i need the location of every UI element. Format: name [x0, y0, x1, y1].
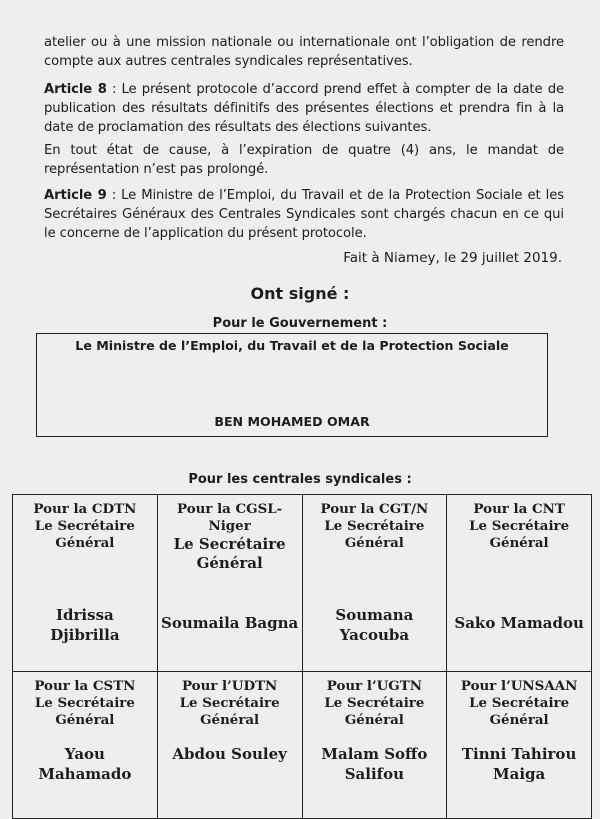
union-role-line1: Le Secrétaire	[469, 518, 570, 534]
government-signature-box	[36, 333, 548, 437]
signatory-name	[158, 613, 302, 633]
place-date-line: Fait à Niamey, le 29 juillet 2019.	[343, 250, 562, 266]
union-role-line1: Le Secrétaire	[179, 695, 280, 711]
union-name: Pour l’UGTN	[326, 678, 422, 694]
article-8-label: Article 8	[44, 82, 107, 97]
paragraph-expiration-text: En tout état de cause, à l’expiration de quatre (4) ans, le mandat de représentation n’est pas prolongé.	[44, 143, 564, 177]
signatory-line1: Malam Soffo	[321, 745, 428, 763]
union-cell-cgsl-niger	[157, 495, 302, 672]
union-role-line2: Général	[489, 712, 549, 728]
union-name: Pour l’UDTN	[181, 678, 278, 694]
signatory-line1: Abdou Souley	[172, 745, 287, 763]
table-row	[13, 495, 592, 672]
unions-heading: Pour les centrales syndicales :	[188, 472, 412, 487]
signatory-name	[158, 744, 302, 764]
union-role-line1: Le Secrétaire	[34, 695, 135, 711]
union-cell-unsaan	[447, 672, 592, 819]
signatory-line2: Djibrilla	[50, 626, 120, 644]
unions-signature-table	[12, 494, 592, 819]
union-cell-udtn	[157, 672, 302, 819]
signatures-heading: Ont signé :	[250, 284, 350, 303]
signatory-name	[13, 605, 157, 645]
signatory-line2: Salifou	[344, 765, 405, 783]
union-cell-cnt	[447, 495, 592, 672]
union-name: Pour l’UNSAAN	[460, 678, 578, 694]
union-name: Pour la CDTN	[33, 501, 137, 517]
signatory-name	[303, 605, 447, 645]
union-cell-cdtn	[13, 495, 158, 672]
union-name: Pour la CGSL-Niger	[176, 501, 283, 534]
union-role-line1: Le Secrétaire	[324, 518, 425, 534]
signatory-name	[447, 744, 591, 784]
signatory-line1: Tinni Tahirou	[461, 745, 577, 763]
signatory-name	[303, 744, 447, 784]
paragraph-article-9	[44, 186, 564, 243]
paragraph-article-8	[44, 80, 564, 137]
union-role-line1: Le Secrétaire	[34, 518, 135, 534]
signatory-line1: Soumaila Bagna	[161, 614, 299, 632]
article-9-text: : Le Ministre de l’Emploi, du Travail et de la Protection Sociale et les Secrétaires Généraux des Centrales Syndicales sont chargés chacun en ce qui le concerne de l’application du présent protocole.	[44, 188, 564, 241]
union-role-line2: Général	[489, 535, 549, 551]
paragraph-intro	[44, 33, 564, 71]
union-role-line2: Général	[55, 535, 115, 551]
paragraph-intro-text: atelier ou à une mission nationale ou internationale ont l’obligation de rendre compte aux autres centrales syndicales représentatives.	[44, 35, 564, 69]
union-role-line1: Le Secrétaire	[469, 695, 570, 711]
signatory-line1: Yaou	[64, 745, 105, 763]
signatory-line1: Idrissa	[56, 606, 114, 624]
union-cell-cstn	[13, 672, 158, 819]
union-role-line2: Général	[344, 535, 404, 551]
union-role-line1: Le Secrétaire	[324, 695, 425, 711]
signatory-line2: Maiga	[493, 765, 546, 783]
signatory-line2: Mahamado	[38, 765, 132, 783]
signatory-line1: Sako Mamadou	[454, 614, 584, 632]
signatory-name	[13, 744, 157, 784]
government-heading: Pour le Gouvernement :	[212, 316, 388, 331]
union-role-line2: Général	[55, 712, 115, 728]
union-cell-ugtn	[302, 672, 447, 819]
union-role-line2: Général	[344, 712, 404, 728]
article-8-text: : Le présent protocole d’accord prend effet à compter de la date de publication des résultats définitifs des présentes élections et prendra fin à la date de proclamation des résultats des élections suivantes.	[44, 82, 564, 135]
union-role-line2: Général	[200, 712, 260, 728]
table-row	[13, 672, 592, 819]
signatory-line1: Soumana	[335, 606, 414, 624]
signatory-name	[447, 613, 591, 633]
paragraph-expiration	[44, 141, 564, 179]
union-cell-cgt-n	[302, 495, 447, 672]
union-name: Pour la CSTN	[34, 678, 136, 694]
minister-title: Le Ministre de l’Emploi, du Travail et de la Protection Sociale	[75, 338, 509, 353]
union-role-line1: Le Secrétaire	[173, 535, 286, 553]
union-name: Pour la CNT	[473, 501, 565, 517]
union-name: Pour la CGT/N	[320, 501, 429, 517]
signatory-line2: Yacouba	[339, 626, 410, 644]
union-role-line2: Général	[196, 554, 263, 572]
article-9-label: Article 9	[44, 188, 107, 203]
minister-name: BEN MOHAMED OMAR	[214, 414, 370, 429]
